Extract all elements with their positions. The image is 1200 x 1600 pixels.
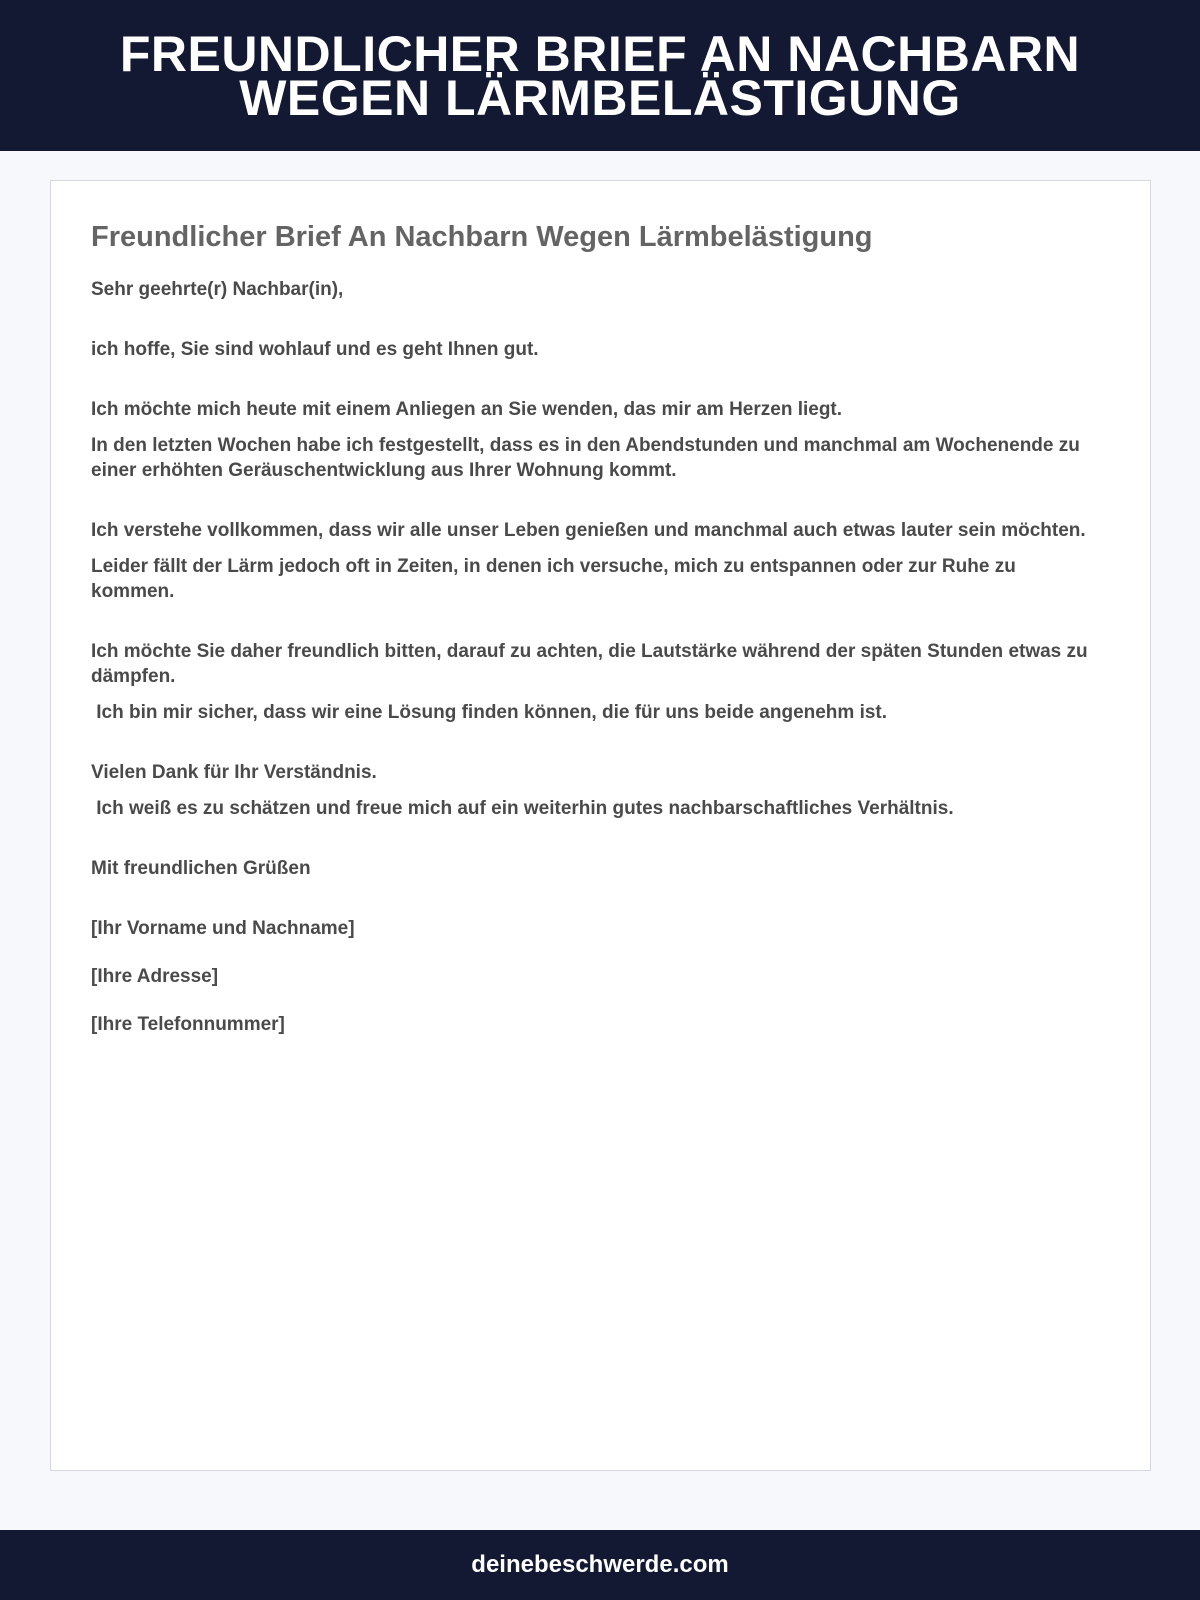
sender-phone: [Ihre Telefonnummer] <box>91 1014 285 1035</box>
letter-paragraph-4: Ich verstehe vollkommen, dass wir alle unser Leben genießen und manchmal auch etwas lauter sein möchten. <box>91 520 1086 541</box>
letter-paragraph-7: Ich bin mir sicher, dass wir eine Lösung finden können, die für uns beide angenehm ist. <box>91 702 888 723</box>
page-footer <box>0 1530 1200 1600</box>
letter-salutation: Sehr geehrte(r) Nachbar(in), <box>91 279 344 300</box>
letter-paragraph-2: Ich möchte mich heute mit einem Anliegen an Sie wenden, das mir am Herzen liegt. <box>91 399 843 420</box>
letter-body <box>91 219 1091 1037</box>
letter-paragraph-8: Vielen Dank für Ihr Verständnis. <box>91 762 377 783</box>
letter-paragraph-9: Ich weiß es zu schätzen und freue mich auf ein weiterhin gutes nachbarschaftliches Verhältnis. <box>91 798 954 819</box>
footer-site-link[interactable]: deinebeschwerde.com <box>471 1551 729 1578</box>
header-title: FREUNDLICHER BRIEF AN NACHBARN WEGEN LÄRMBELÄSTIGUNG <box>119 25 1081 126</box>
letter-title: Freundlicher Brief An Nachbarn Wegen Lärmbelästigung <box>91 221 873 253</box>
page-header <box>0 0 1200 151</box>
letter-paragraph-5: Leider fällt der Lärm jedoch oft in Zeiten, in denen ich versuche, mich zu entspannen oder zur Ruhe zu kommen. <box>91 556 1022 602</box>
letter-paragraph-1: ich hoffe, Sie sind wohlauf und es geht Ihnen gut. <box>91 339 539 360</box>
letter-paragraph-6: Ich möchte Sie daher freundlich bitten, darauf zu achten, die Lautstärke während der späten Stunden etwas zu dämpfen. <box>91 641 1093 687</box>
sender-address: [Ihre Adresse] <box>91 966 219 987</box>
letter-closing: Mit freundlichen Grüßen <box>91 858 311 879</box>
sender-name: [Ihr Vorname und Nachname] <box>91 918 355 939</box>
letter-card <box>50 180 1151 1471</box>
letter-paragraph-3: In den letzten Wochen habe ich festgestellt, dass es in den Abendstunden und manchmal am Wochenende zu einer erhöhten Geräuschentwicklung aus Ihrer Wohnung kommt. <box>91 435 1086 481</box>
